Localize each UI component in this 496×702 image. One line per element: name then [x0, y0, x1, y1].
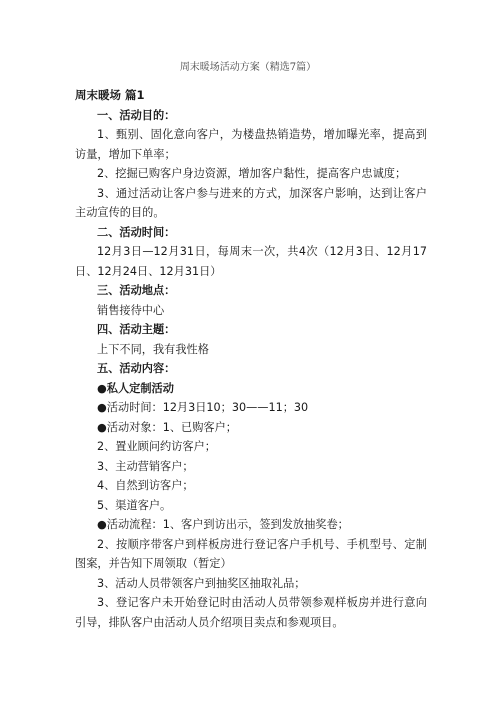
theme-text: 上下不同，我有我性格	[97, 342, 209, 356]
heading-location: 三、活动地点：	[97, 284, 176, 297]
activity-flow-3: 3、活动人员带领客户到抽奖区抽取礼品；	[97, 576, 306, 590]
section-title: 周末暖场 篇1	[75, 88, 145, 102]
heading-time: 二、活动时间：	[97, 225, 176, 239]
heading-purpose: 一、活动目的：	[97, 108, 176, 122]
location-text: 销售接待中心	[97, 303, 165, 317]
time-text: 12月3日—12月31日，每周末一次，共4次（12月3日、12月17日、12月24日、12月31日）	[75, 245, 427, 278]
activity-target-2: 2、置业顾问约访客户；	[97, 440, 216, 453]
activity-target-1: ●活动对象：1、已购客户；	[97, 420, 237, 434]
document-body	[75, 86, 427, 632]
purpose-item-3: 3、通过活动让客户参与进来的方式，加深客户影响，达到让客户主动宣传的目的。	[75, 186, 427, 219]
heading-content: 五、活动内容：	[97, 362, 176, 375]
document-header-title: 周末暖场活动方案（精选7篇）	[179, 62, 317, 73]
activity-target-4: 4、自然到访客户；	[97, 479, 194, 492]
purpose-item-1: 1、甄别、固化意向客户，为楼盘热销造势，增加曝光率，提高到访量，增加下单率；	[75, 128, 427, 161]
activity-target-3: 3、主动营销客户；	[97, 459, 194, 473]
activity-flow-4: 3、登记客户未开始登记时由活动人员带领参观样板房并进行意向引导，排队客户由活动人员介绍项目卖点和参观项目。	[75, 596, 427, 629]
heading-theme: 四、活动主题：	[97, 323, 176, 336]
subheading-custom-activity: ●私人定制活动	[97, 381, 174, 395]
activity-flow-1: ●活动流程：1、客户到访出示，签到发放抽奖卷；	[97, 518, 349, 531]
activity-time: ●活动时间：12月3日10；30——11；30	[97, 401, 309, 414]
purpose-item-2: 2、挖掘已购客户身边资源，增加客户黏性，提高客户忠诚度；	[97, 167, 407, 180]
activity-flow-2: 2、按顺序带客户到样板房进行登记客户手机号、手机型号、定制图案，并告知下周领取（暂定）	[75, 537, 427, 570]
activity-target-5: 5、渠道客户。	[97, 498, 172, 512]
